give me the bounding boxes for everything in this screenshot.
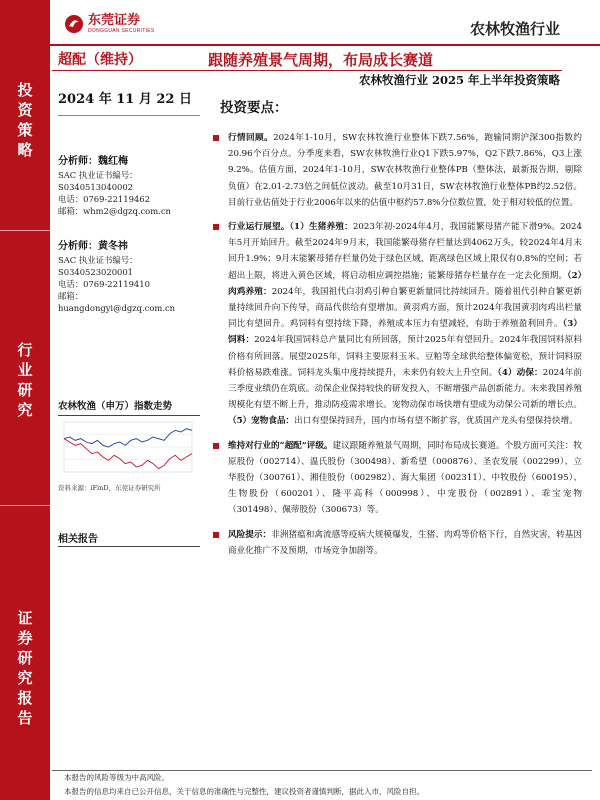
key-points-title: 投资要点： <box>220 100 288 116</box>
header-rule <box>50 44 600 46</box>
subsection-text: 2024年前三季度业绩仍在筑底。动保企业保持较快的研发投入，不断增强产品创新能力。未来我国养殖规模化有望不断上升，推动防疫需求增长。宠物动保市场快增有望成为动保公司新的增长点。 <box>228 367 582 411</box>
sidebar-char: 报 <box>17 689 33 707</box>
sidebar-char: 资 <box>17 101 33 119</box>
bullet-heading: 风险提示： <box>228 529 272 540</box>
sidebar-char: 业 <box>17 361 33 379</box>
analyst-cert-label: SAC 执业证书编号： <box>58 255 138 265</box>
logo-icon <box>64 14 84 34</box>
sidebar-divider <box>0 230 50 231</box>
analyst-cert-number: S0340513040002 <box>58 182 134 192</box>
footer-risk-level: 本报告的风险等级为中高风险。 <box>64 773 169 782</box>
subsection-heading: （5）宠物食品： <box>228 416 295 427</box>
analyst-name: 分析师：魏红梅 <box>58 156 128 167</box>
sidebar-char: 券 <box>17 629 33 647</box>
sidebar-char: 究 <box>17 669 33 687</box>
bullet-risk <box>208 527 582 559</box>
subsection-heading: （1）生猪养殖： <box>289 222 353 233</box>
sidebar-char: 投 <box>17 81 33 99</box>
sidebar-char: 略 <box>17 141 33 159</box>
bullet-heading: 维持对行业的“超配”评级。 <box>228 440 333 451</box>
subsection-heading: （2）肉鸡养殖： <box>228 270 582 297</box>
sidebar-divider <box>0 505 50 506</box>
bullet-body: 建议跟随养殖景气周期，同时布局成长赛道。个股方面可关注：牧原股份（002714）、温氏股份（300498）、新希望（000876）、圣农发展（002299）、立华股份（300761）、湘佳股份（002982）、海大集团（002311）、中牧股份（600195）、生物股份（600201）、隆平高科（000998）、中宠股份（002891）、乖宝宠物（301498）、佩蒂股份（300673）等。 <box>228 440 582 516</box>
bullet-body: 非洲猪瘟和禽流感等疫病大规模爆发，生猪、肉鸡等价格下行，自然灾害，转基因商业化推广不及预期，市场竞争加剧等。 <box>228 529 582 556</box>
sidebar-char: 研 <box>17 381 33 399</box>
index-trend-chart <box>58 398 218 488</box>
subsection-text: 2023年初-2024年4月，我国能繁母猪产能下滑9%。2024年5月开始回升。截至2024年9月末，我国能繁母猪存栏量达到4062万头，较2024年4月末回升1.9%；9月末能繁母猪存栏量仍处于绿色区域，距离绿色区域上限仅有0.8%的空间；若超出上限，将进入黄色区域，将启动相应调控措施；能繁母猪存栏量存在一定去化预期。 <box>228 222 582 281</box>
analyst-block <box>58 152 200 217</box>
analyst-name: 分析师：黄冬祎 <box>58 241 128 252</box>
subsection-heading: （4）动保： <box>497 367 543 378</box>
sidebar-char: 策 <box>17 121 33 139</box>
analyst-email[interactable]: 邮箱：whm2@dgzq.com.cn <box>58 206 171 216</box>
report-date: 2024 年 11 月 22 日 <box>58 92 192 107</box>
bullet-heading: 行情回顾。 <box>228 133 274 143</box>
subsection-text: 2024年我国饲料总产量同比有所回落，预计2025年有望回升。2024年我国饲料原料价格有所回落。展望2025年，饲料主要原料玉米、豆粕等全球供给整体偏宽松，预计饲料原料价格易跌难涨。饲料龙头集中度持续提升，未来仍有较大上升空间。 <box>228 335 582 378</box>
analyst-email[interactable]: huangdongyi@dgzq.com.cn <box>58 303 176 313</box>
bullet-body: 2024年1-10月，SW农林牧渔行业整体下跌7.56%，跑输同期沪深300指数约20.96个百分点。分季度来看，SW农林牧渔行业Q1下跌5.97%，Q2下跌7.86%，Q3上涨9.2%。估值方面，2024年1-10月，SW农林牧渔行业整体PB（整体法，最新报告期，剔除负值）在2.01-2.73倍之间低位波动。截至10月31日，SW农林牧渔行业整体PB约2.52倍。目前行业估值处于行业2006年以来的估值中枢约57.8%分位数位置，处于相对较低的位置。 <box>228 133 582 208</box>
analyst-cert-number: S0340523020001 <box>58 267 134 277</box>
footer-disclaimer: 本报告的信息均来自已公开信息，关于信息的准确性与完整性，建议投资者谨慎判断，据此入市，风险自担。 <box>64 787 424 796</box>
sidebar-char: 行 <box>17 341 33 359</box>
bullet-square-icon <box>213 224 219 230</box>
bullet-square-icon <box>213 135 219 141</box>
analyst-phone: 电话：0769-22119462 <box>58 194 150 204</box>
subsection-heading: （3）饲料： <box>228 319 582 346</box>
brand-name-en: DONGGUAN SECURITIES <box>88 28 155 34</box>
report-title: 跟随养殖景气周期，布局成长赛道 <box>208 51 434 69</box>
brand-logo <box>64 14 155 34</box>
sidebar-section-strategy <box>0 80 50 160</box>
analyst-cert-label: SAC 执业证书编号： <box>58 170 138 180</box>
key-points-section <box>208 96 582 567</box>
left-sidebar <box>0 0 50 800</box>
date-rule <box>58 115 200 116</box>
rating-label: 超配（维持） <box>58 52 142 68</box>
subsection-text: 出口有望保持回升，国内市场有望不断扩容，优质国产龙头有望保持快增。 <box>294 416 578 427</box>
industry-label: 农林牧渔行业 <box>469 20 560 38</box>
chart-source: 资料来源：iFinD，东莞证券研究所 <box>58 484 161 492</box>
bullet-outlook <box>208 219 582 430</box>
bullet-heading: 行业运行展望。 <box>228 222 290 233</box>
related-rule <box>58 546 200 547</box>
chart-plot <box>58 416 218 478</box>
left-column <box>58 88 200 314</box>
analyst-block <box>58 237 200 314</box>
sidebar-char: 告 <box>17 709 33 727</box>
report-subtitle: 农林牧渔行业 2025 年上半年投资策略 <box>358 73 560 87</box>
bullet-market-review <box>208 130 582 211</box>
analyst-phone: 电话：0769-22119410 <box>58 279 150 289</box>
bullet-square-icon <box>213 443 219 449</box>
related-reports-title: 相关报告 <box>58 534 98 545</box>
brand-name: 东莞证券 <box>88 13 141 28</box>
sidebar-char: 究 <box>17 401 33 419</box>
sidebar-section-industry <box>0 340 50 420</box>
analyst-email-label: 邮箱： <box>58 291 84 301</box>
sidebar-section-report <box>0 608 50 728</box>
sidebar-char: 研 <box>17 649 33 667</box>
bullet-square-icon <box>213 532 219 538</box>
chart-series-line-1 <box>64 429 192 447</box>
chart-title: 农林牧渔（申万）指数走势 <box>58 401 173 412</box>
bullet-rating <box>208 438 582 519</box>
title-rule <box>52 70 562 71</box>
bullet-body <box>228 222 582 426</box>
sidebar-char: 证 <box>17 609 33 627</box>
subsection-text: 2024年，我国祖代白羽鸡引种自繁更新量同比持续回升。随着祖代引种自繁更新量持续回升向下传导，商品代供给有望增加。黄羽鸡方面，预计2024年我国黄羽肉鸡出栏量同比有望回升。鸡饲料有望持续下降，养殖成本压力有望减轻，有助于养殖盈利回升。 <box>228 286 582 330</box>
